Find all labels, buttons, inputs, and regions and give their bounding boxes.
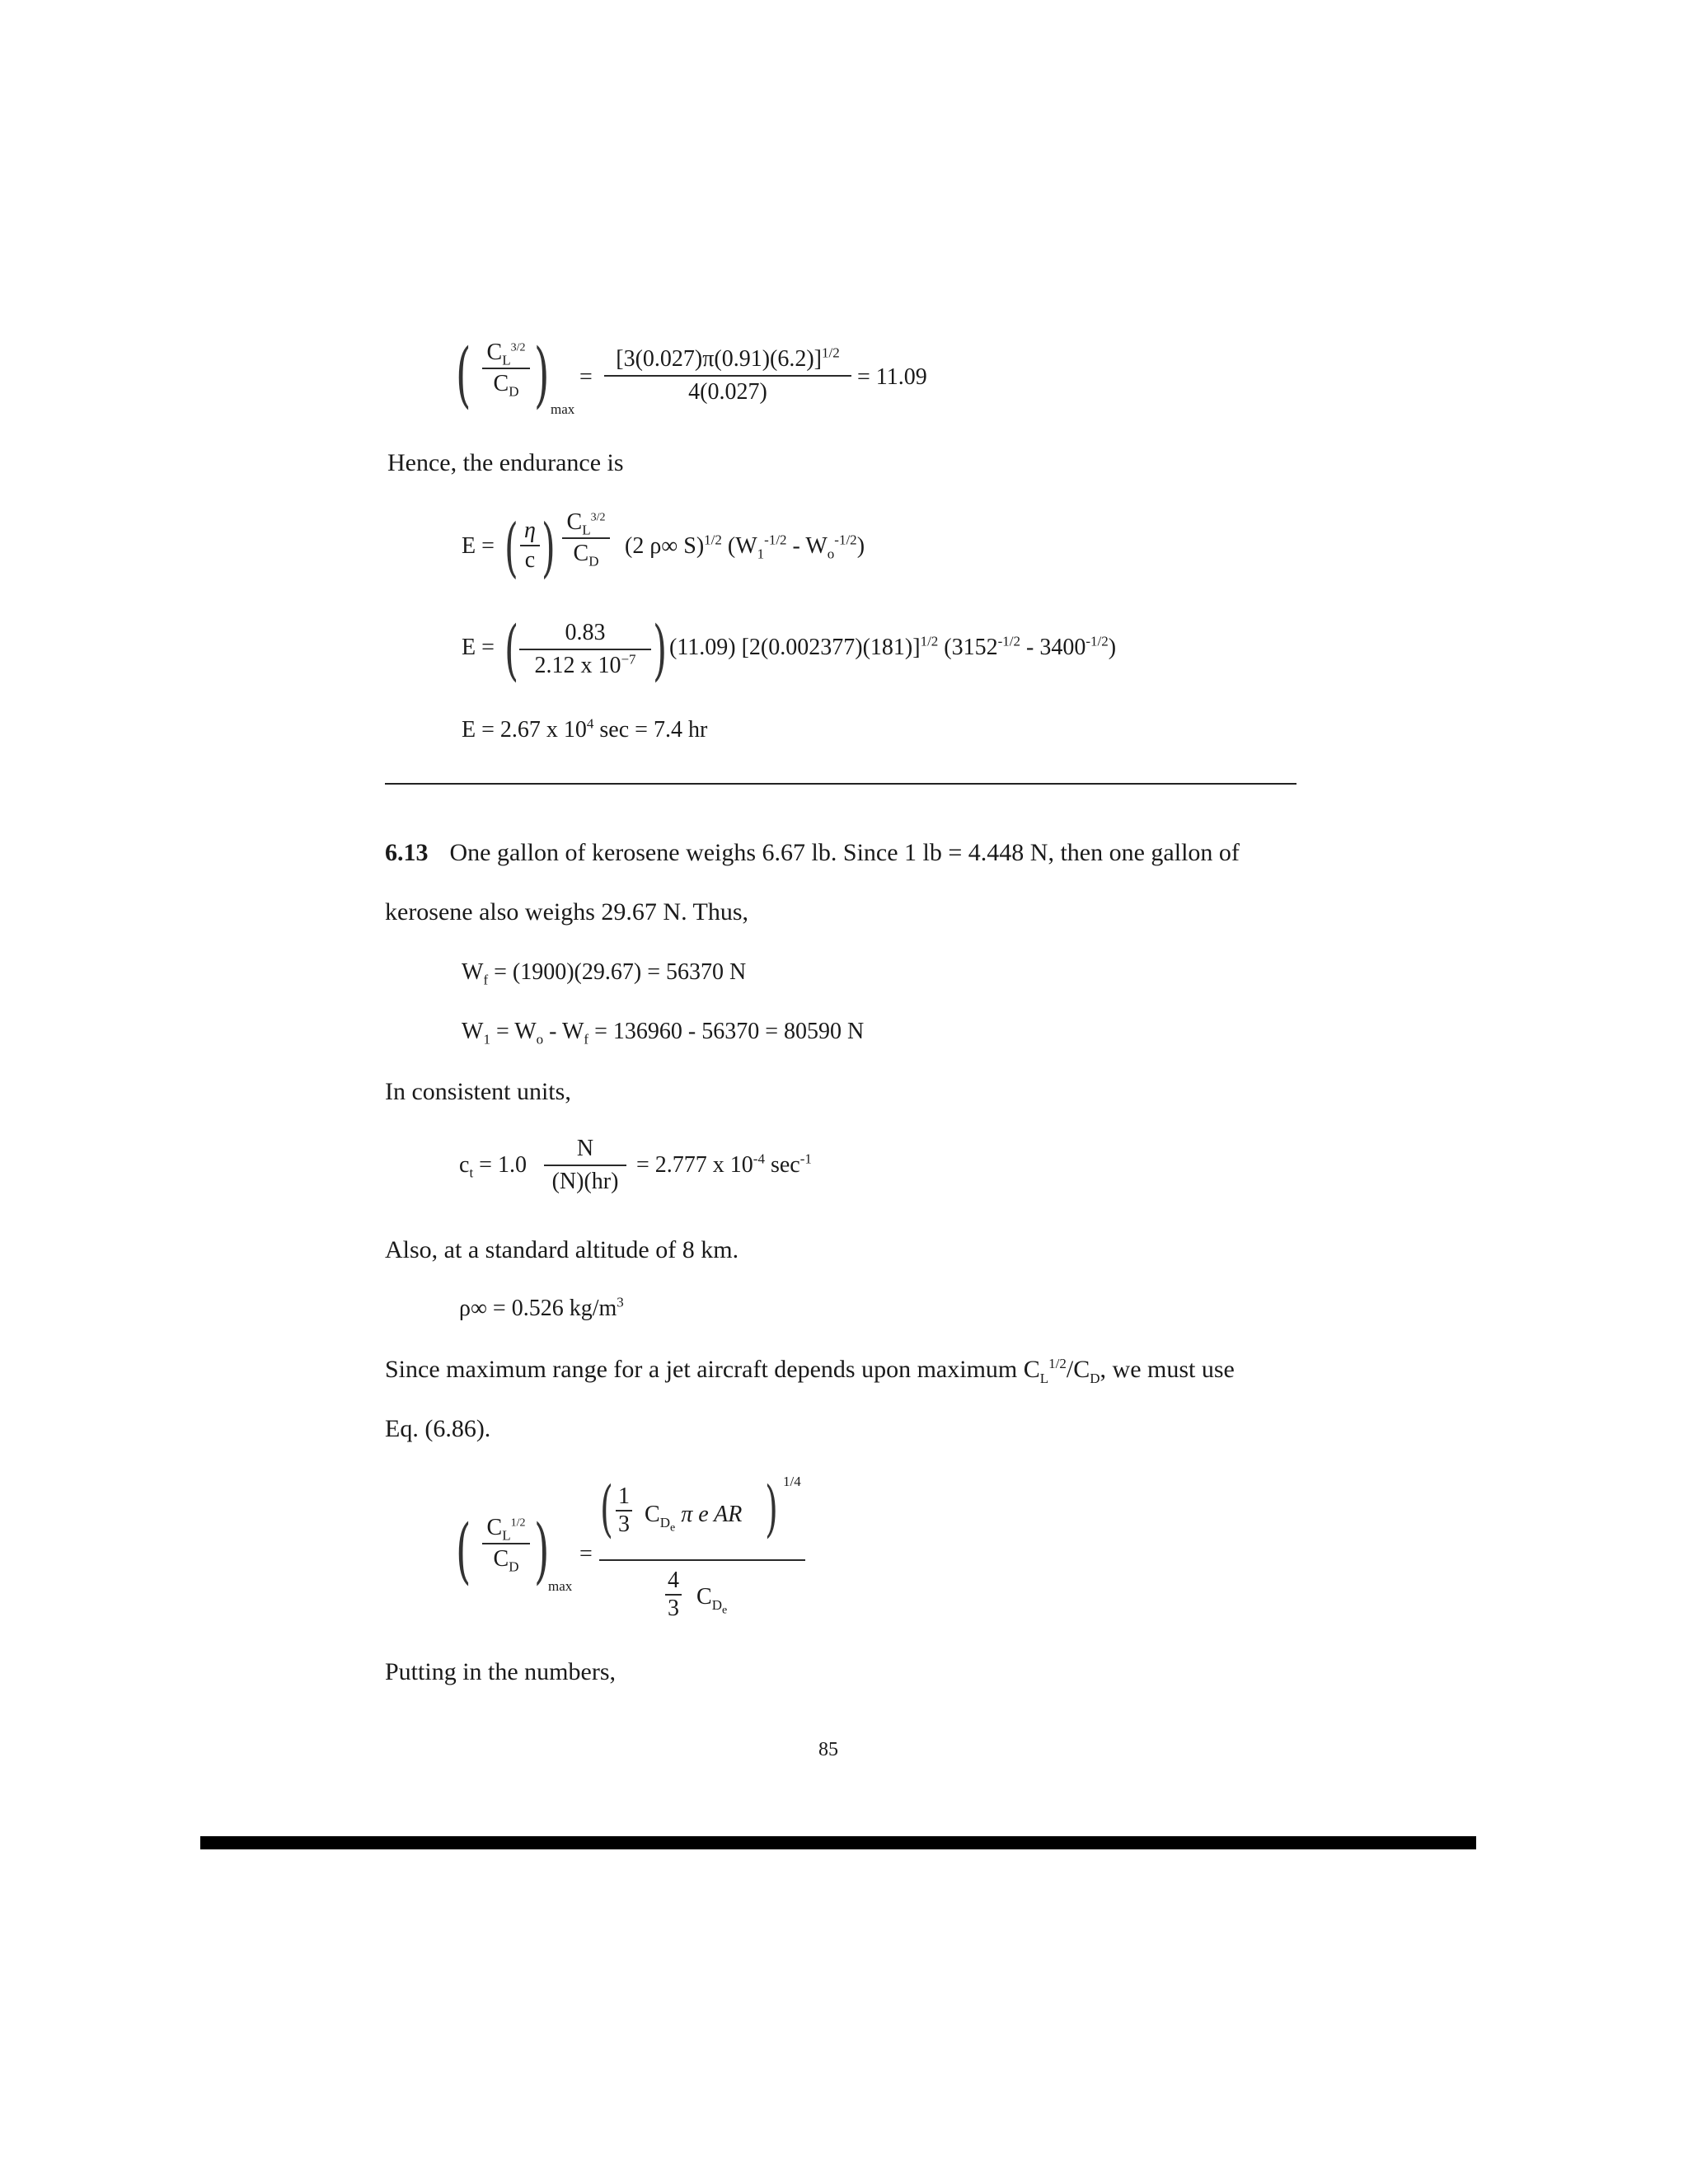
fraction-eta-c: η c bbox=[519, 518, 541, 574]
fraction-cl-cd: $C_L^{3/2}$ $C_D$ bbox=[562, 509, 610, 567]
paragraph-consistent-units: In consistent units, bbox=[385, 1078, 571, 1105]
equation-w1: $W_1 = W_o - W_f = 136960 - 56370 = 80590$ N bbox=[462, 1019, 865, 1047]
endurance-result: E = 2.67 x $10^4$ sec = 7.4 hr bbox=[462, 715, 708, 743]
paragraph-standard-altitude: Also, at a standard altitude of 8 km. bbox=[385, 1236, 739, 1263]
page-number: 85 bbox=[818, 1739, 838, 1760]
fraction-083: 0.83 2.12 x $10^{-7}$ bbox=[519, 620, 651, 679]
fraction-eq1: $[3(0.027)\pi(0.91)(6.2)]^{1/2}$ 4(0.027) bbox=[604, 346, 851, 405]
paragraph-max-range: Since maximum range for a jet aircraft depends upon maximum $C_L^{1/2}/C_D$, we must use bbox=[385, 1356, 1235, 1386]
left-paren: ( bbox=[456, 334, 471, 416]
fraction-n-nhr: N (N)(hr) bbox=[544, 1136, 626, 1195]
equation-rho: ρ∞ = 0.526 $kg/m^3$ bbox=[459, 1294, 624, 1321]
bottom-black-bar bbox=[200, 1836, 1476, 1849]
paragraph-putting-numbers: Putting in the numbers, bbox=[385, 1658, 616, 1685]
fraction-cl-cd: $C_L^{3/2}$ $C_D$ bbox=[482, 340, 530, 397]
equation-wf: $W_f = (1900)(29.67) = 56370$ N bbox=[462, 959, 747, 988]
fraction-cl-cd: $C_L^{1/2}$ $C_D$ bbox=[482, 1515, 530, 1572]
problem-6-13-line2: kerosene also weighs 29.67 N. Thus, bbox=[385, 898, 749, 926]
right-paren: ) bbox=[534, 334, 550, 416]
paragraph-hence: Hence, the endurance is bbox=[387, 449, 624, 476]
section-divider bbox=[385, 783, 1296, 785]
fraction-one-third: 1 3 bbox=[615, 1483, 633, 1538]
eq1-result: = 11.09 bbox=[857, 364, 927, 390]
max-subscript: max bbox=[551, 401, 575, 417]
paragraph-eq-reference: Eq. (6.86). bbox=[385, 1415, 491, 1442]
fraction-bar-main bbox=[599, 1559, 805, 1561]
fraction-bar bbox=[604, 375, 851, 377]
fraction-four-thirds: 4 3 bbox=[664, 1568, 682, 1622]
problem-6-13-line1: 6.13 One gallon of kerosene weighs 6.67 lb. Since 1 lb = 4.448 N, then one gallon of bbox=[385, 839, 1240, 866]
equals-sign: = bbox=[579, 364, 593, 390]
fraction-bar bbox=[482, 368, 530, 369]
